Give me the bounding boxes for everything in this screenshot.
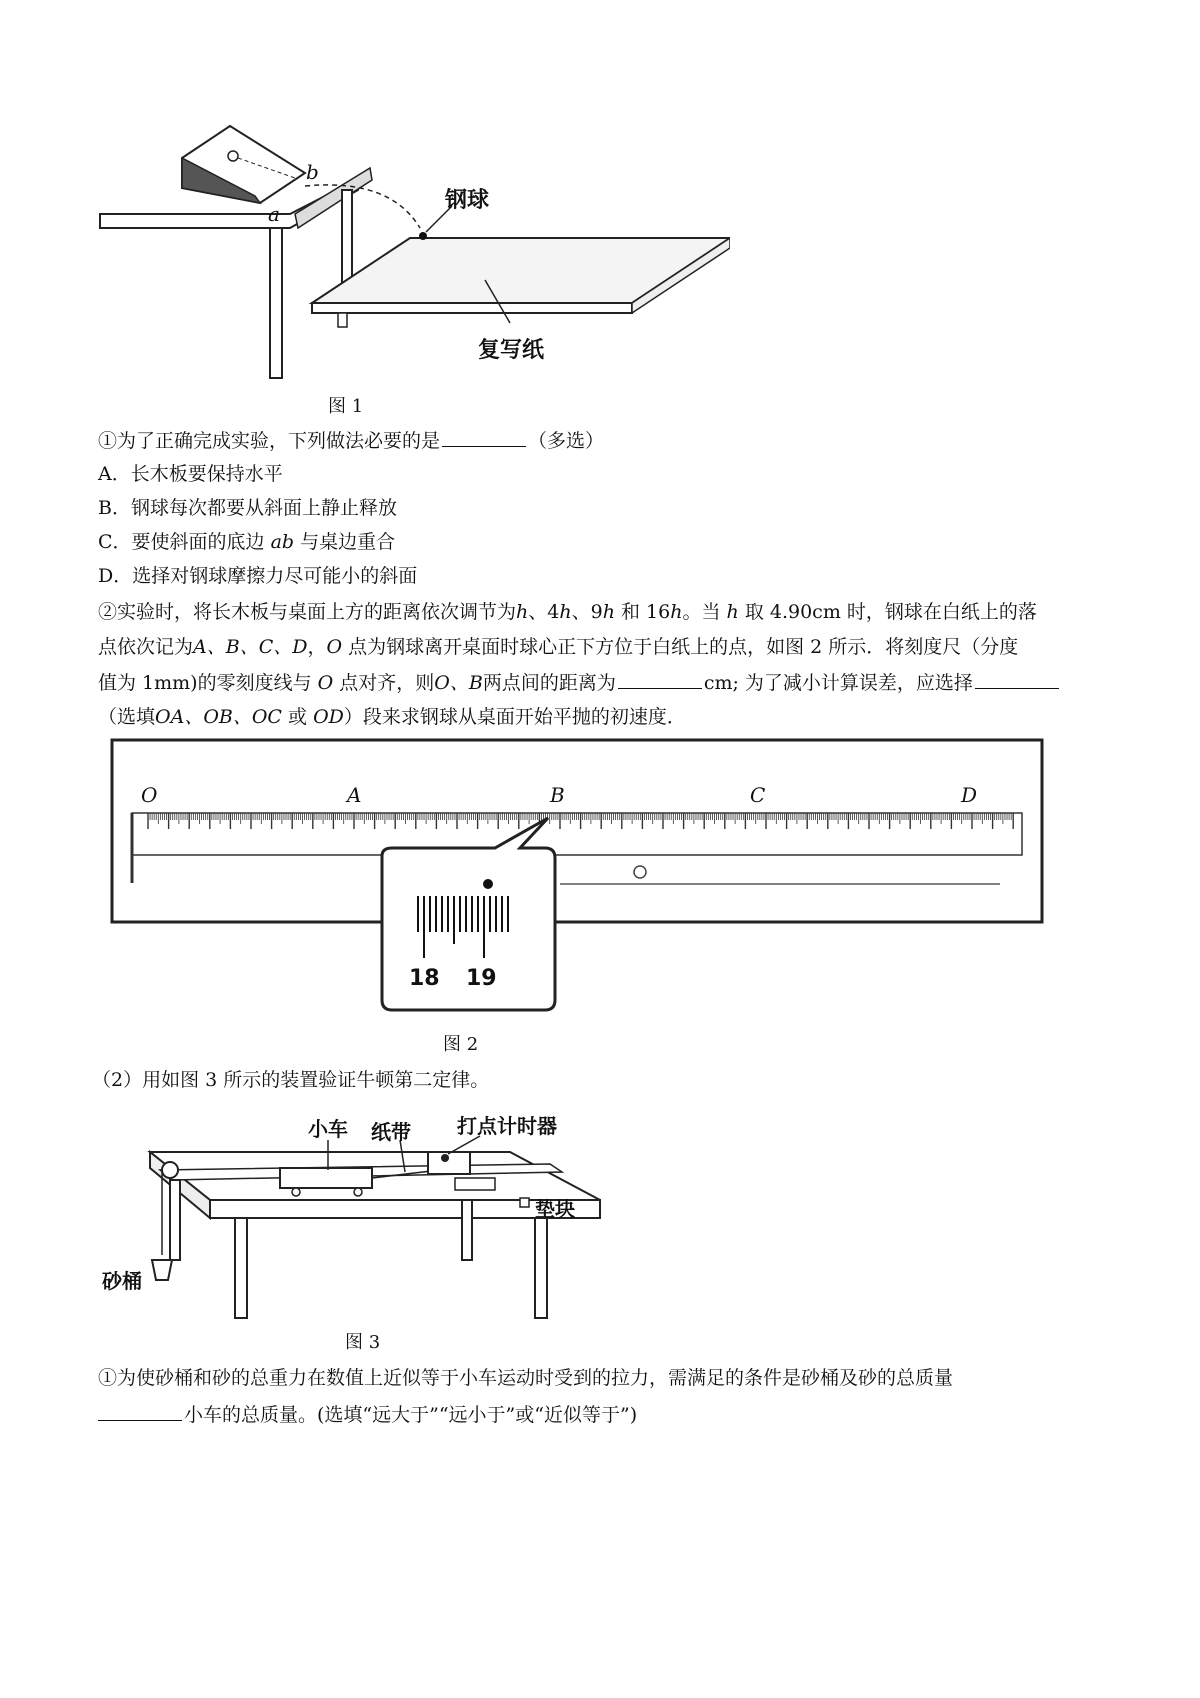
- fig3-label-block: 垫块: [535, 1197, 575, 1221]
- fig1-label-steel-ball: 钢球: [445, 188, 490, 213]
- zoom-label-19: 19: [466, 966, 497, 991]
- question-3-line-2: [98, 1402, 637, 1427]
- q2-text: ）段来求钢球从桌面开始平抛的初速度．: [343, 706, 686, 728]
- ruler-point-a: A: [347, 783, 362, 807]
- option-c-text: C．要使斜面的底边: [98, 531, 265, 553]
- ruler-point-d: D: [961, 783, 978, 807]
- question-2-line-2: [98, 635, 1018, 659]
- q2-text: 点为钢球离开桌面时球心正下方位于白纸上的点，如图 2 所示．将刻度尺（分度: [348, 636, 1019, 658]
- answer-blank: [618, 670, 702, 689]
- question-1-stem: [98, 428, 604, 453]
- option-a: A．长木板要保持水平: [98, 463, 283, 485]
- part-2-intro: （2）用如图 3 所示的装置验证牛顿第二定律。: [92, 1069, 490, 1091]
- fig3-label-tape: 纸带: [371, 1120, 411, 1144]
- ruler-point-o: O: [141, 783, 158, 807]
- question-2-line-1: [98, 600, 1037, 624]
- question-1-prefix: ①为了正确完成实验，下列做法必要的是: [98, 430, 441, 452]
- question-1-suffix: （多选）: [528, 430, 605, 452]
- answer-blank: [98, 1402, 182, 1421]
- q2-text: 或: [288, 706, 308, 728]
- figure-1-drawing: [90, 118, 730, 388]
- question-3-text: 小车的总质量。(选填“远大于”“远小于”或“近似等于”): [184, 1404, 638, 1426]
- q2-var: O: [317, 672, 334, 694]
- fig1-label-a: a: [268, 202, 280, 226]
- q2-text: 。当: [682, 601, 721, 623]
- q2-var: O、B: [434, 672, 483, 694]
- q2-text: 点对齐，则: [339, 672, 435, 694]
- q2-var: h: [559, 601, 572, 623]
- q2-text: 、9: [571, 601, 603, 623]
- fig3-label-bucket: 砂桶: [102, 1269, 142, 1293]
- q2-text: 取 4.90cm 时，钢球在白纸上的落: [744, 601, 1037, 623]
- option-c: [98, 530, 395, 554]
- q2-text: ②实验时，将长木板与桌面上方的距离依次调节为: [98, 601, 517, 623]
- figure-2-caption: 图 2: [443, 1034, 479, 1055]
- ruler-point-b: B: [550, 783, 565, 807]
- q2-text: 两点间的距离为: [482, 672, 616, 694]
- fig3-label-timer: 打点计时器: [457, 1114, 557, 1138]
- q2-var: OA、OB、OC: [155, 706, 282, 728]
- q2-text: cm; 为了减小计算误差，应选择: [703, 672, 973, 694]
- q2-var: OD: [313, 706, 344, 728]
- ruler-point-c: C: [750, 783, 766, 807]
- question-2-line-4: [98, 705, 686, 729]
- option-c-var: ab: [270, 531, 295, 553]
- q2-var: h: [602, 601, 615, 623]
- option-b: B．钢球每次都要从斜面上静止释放: [98, 497, 397, 519]
- option-c-tail: 与桌边重合: [300, 531, 396, 553]
- q2-text: ，: [307, 636, 327, 658]
- q2-var: O: [326, 636, 343, 658]
- q2-var: h: [726, 601, 739, 623]
- answer-blank: [442, 428, 526, 447]
- q2-text: （选填: [98, 706, 156, 728]
- q2-var: A、B、C、D: [193, 636, 308, 658]
- figure-1-caption: 图 1: [328, 396, 364, 417]
- figure-2-ruler-drawing: [100, 738, 1050, 1028]
- q2-text: 值为 1mm)的零刻度线与: [98, 672, 312, 694]
- question-3-line-1: ①为使砂桶和砂的总重力在数值上近似等于小车运动时受到的拉力，需满足的条件是砂桶及砂的总质量: [98, 1367, 954, 1389]
- q2-text: 点依次记为: [98, 636, 194, 658]
- q2-var: h: [516, 601, 529, 623]
- answer-blank: [975, 670, 1059, 689]
- figure-3-caption: 图 3: [345, 1332, 381, 1353]
- q2-text: 、4: [528, 601, 560, 623]
- question-2-line-3: [98, 670, 1061, 695]
- fig1-label-b: b: [306, 160, 319, 184]
- q2-text: 和 16: [614, 601, 671, 623]
- fig3-label-cart: 小车: [308, 1117, 348, 1141]
- option-d: D．选择对钢球摩擦力尽可能小的斜面: [98, 565, 418, 587]
- q2-var: h: [670, 601, 683, 623]
- fig1-label-carbon-paper: 复写纸: [478, 338, 545, 363]
- zoom-label-18: 18: [409, 966, 440, 991]
